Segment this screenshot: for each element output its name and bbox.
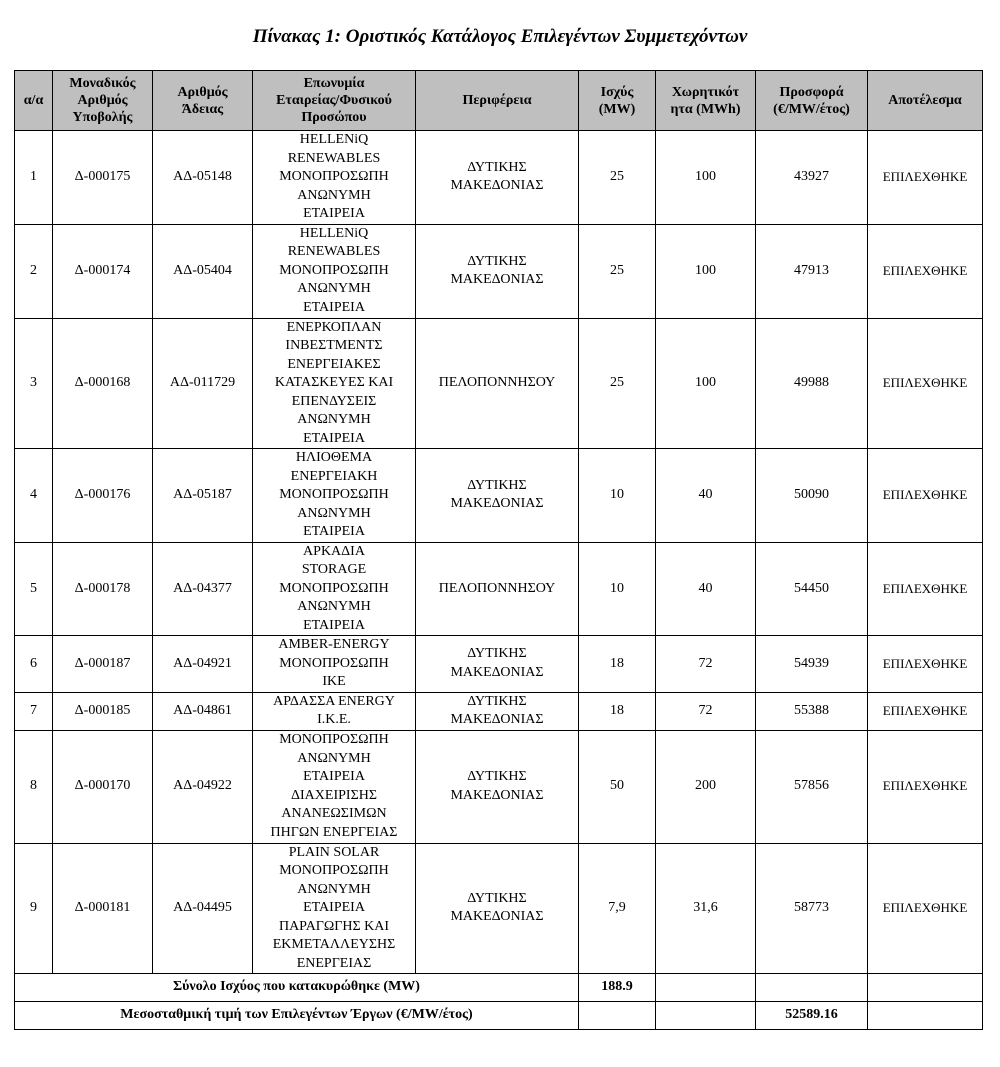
table-row (15, 692, 983, 730)
cell-submission: Δ-000181 (53, 843, 153, 974)
cell-submission: Δ-000168 (53, 318, 153, 449)
weighted-price-empty-power (579, 1002, 656, 1030)
cell-submission: Δ-000174 (53, 224, 153, 318)
header-power: Ισχύς (MW) (579, 71, 656, 131)
total-power-empty-result (868, 974, 983, 1002)
cell-region: ΔΥΤΙΚΗΣ ΜΑΚΕΔΟΝΙΑΣ (416, 843, 579, 974)
header-region: Περιφέρεια (416, 71, 579, 131)
cell-offer: 47913 (756, 224, 868, 318)
cell-company: AMBER-ENERGY ΜΟΝΟΠΡΟΣΩΠΗ ΙΚΕ (253, 636, 416, 693)
cell-company: ΜΟΝΟΠΡΟΣΩΠΗ ΑΝΩΝΥΜΗ ΕΤΑΙΡΕΙΑ ΔΙΑΧΕΙΡΙΣΗΣ ΑΝΑΝΕΩΣΙΜΩΝ ΠΗΓΩΝ ΕΝΕΡΓΕΙΑΣ (253, 730, 416, 843)
cell-company: HELLENiQ RENEWABLES ΜΟΝΟΠΡΟΣΩΠΗ ΑΝΩΝΥΜΗ ΕΤΑΙΡΕΙΑ (253, 224, 416, 318)
table-row (15, 843, 983, 974)
cell-result: ΕΠΙΛΕΧΘΗΚΕ (868, 131, 983, 225)
cell-license: ΑΔ-011729 (153, 318, 253, 449)
table-row (15, 318, 983, 449)
cell-region: ΔΥΤΙΚΗΣ ΜΑΚΕΔΟΝΙΑΣ (416, 449, 579, 543)
cell-region: ΔΥΤΙΚΗΣ ΜΑΚΕΔΟΝΙΑΣ (416, 224, 579, 318)
table-row (15, 131, 983, 225)
cell-submission: Δ-000178 (53, 542, 153, 636)
cell-submission: Δ-000170 (53, 730, 153, 843)
cell-license: ΑΔ-04377 (153, 542, 253, 636)
cell-storage: 100 (656, 318, 756, 449)
cell-region: ΔΥΤΙΚΗΣ ΜΑΚΕΔΟΝΙΑΣ (416, 692, 579, 730)
cell-power: 7,9 (579, 843, 656, 974)
cell-offer: 50090 (756, 449, 868, 543)
cell-result: ΕΠΙΛΕΧΘΗΚΕ (868, 449, 983, 543)
cell-aa: 6 (15, 636, 53, 693)
cell-region: ΔΥΤΙΚΗΣ ΜΑΚΕΔΟΝΙΑΣ (416, 636, 579, 693)
header-storage: Χωρητικότ ητα (MWh) (656, 71, 756, 131)
header-result: Αποτέλεσμα (868, 71, 983, 131)
cell-offer: 49988 (756, 318, 868, 449)
cell-aa: 2 (15, 224, 53, 318)
page-title: Πίνακας 1: Οριστικός Κατάλογος Επιλεγέντων Συμμετεχόντων (252, 26, 748, 47)
cell-submission: Δ-000176 (53, 449, 153, 543)
cell-license: ΑΔ-05187 (153, 449, 253, 543)
table-row (15, 449, 983, 543)
header-aa: α/α (15, 71, 53, 131)
selected-participants-table (14, 70, 983, 1030)
cell-result: ΕΠΙΛΕΧΘΗΚΕ (868, 542, 983, 636)
weighted-price-empty-result (868, 1002, 983, 1030)
table-row (15, 224, 983, 318)
weighted-price-value: 52589.16 (756, 1002, 868, 1030)
cell-license: ΑΔ-04495 (153, 843, 253, 974)
cell-license: ΑΔ-04861 (153, 692, 253, 730)
cell-aa: 8 (15, 730, 53, 843)
weighted-price-empty-storage (656, 1002, 756, 1030)
header-company: Επωνυμία Εταιρείας/Φυσικού Προσώπου (253, 71, 416, 131)
cell-aa: 7 (15, 692, 53, 730)
cell-storage: 200 (656, 730, 756, 843)
cell-storage: 40 (656, 542, 756, 636)
cell-storage: 100 (656, 224, 756, 318)
cell-aa: 5 (15, 542, 53, 636)
header-license: Αριθμός Άδειας (153, 71, 253, 131)
cell-offer: 43927 (756, 131, 868, 225)
cell-power: 10 (579, 542, 656, 636)
cell-result: ΕΠΙΛΕΧΘΗΚΕ (868, 636, 983, 693)
cell-power: 10 (579, 449, 656, 543)
cell-aa: 4 (15, 449, 53, 543)
cell-result: ΕΠΙΛΕΧΘΗΚΕ (868, 318, 983, 449)
cell-submission: Δ-000175 (53, 131, 153, 225)
cell-aa: 1 (15, 131, 53, 225)
cell-result: ΕΠΙΛΕΧΘΗΚΕ (868, 730, 983, 843)
cell-license: ΑΔ-05148 (153, 131, 253, 225)
table-row (15, 636, 983, 693)
total-power-label: Σύνολο Ισχύος που κατακυρώθηκε (MW) (15, 974, 579, 1002)
table-row (15, 542, 983, 636)
cell-license: ΑΔ-04921 (153, 636, 253, 693)
weighted-price-row (15, 1002, 983, 1030)
cell-power: 18 (579, 692, 656, 730)
cell-license: ΑΔ-04922 (153, 730, 253, 843)
cell-offer: 54939 (756, 636, 868, 693)
header-submission: Μοναδικός Αριθμός Υποβολής (53, 71, 153, 131)
cell-company: HELLENiQ RENEWABLES ΜΟΝΟΠΡΟΣΩΠΗ ΑΝΩΝΥΜΗ ΕΤΑΙΡΕΙΑ (253, 131, 416, 225)
cell-storage: 100 (656, 131, 756, 225)
cell-region: ΔΥΤΙΚΗΣ ΜΑΚΕΔΟΝΙΑΣ (416, 131, 579, 225)
cell-offer: 57856 (756, 730, 868, 843)
cell-storage: 72 (656, 692, 756, 730)
cell-power: 25 (579, 131, 656, 225)
cell-company: ΗΛΙΟΘΕΜΑ ΕΝΕΡΓΕΙΑΚΗ ΜΟΝΟΠΡΟΣΩΠΗ ΑΝΩΝΥΜΗ ΕΤΑΙΡΕΙΑ (253, 449, 416, 543)
weighted-price-label: Μεσοσταθμική τιμή των Επιλεγέντων Έργων (€/MW/έτος) (15, 1002, 579, 1030)
header-offer: Προσφορά (€/MW/έτος) (756, 71, 868, 131)
header-row (15, 71, 983, 131)
cell-company: ΑΡΚΑΔΙΑ STORAGE ΜΟΝΟΠΡΟΣΩΠΗ ΑΝΩΝΥΜΗ ΕΤΑΙΡΕΙΑ (253, 542, 416, 636)
cell-offer: 55388 (756, 692, 868, 730)
cell-storage: 72 (656, 636, 756, 693)
cell-submission: Δ-000185 (53, 692, 153, 730)
total-power-empty-offer (756, 974, 868, 1002)
cell-storage: 40 (656, 449, 756, 543)
cell-power: 25 (579, 318, 656, 449)
cell-power: 18 (579, 636, 656, 693)
cell-aa: 3 (15, 318, 53, 449)
cell-result: ΕΠΙΛΕΧΘΗΚΕ (868, 692, 983, 730)
cell-company: ΕΝΕΡΚΟΠΛΑΝ ΙΝΒΕΣΤΜΕΝΤΣ ΕΝΕΡΓΕΙΑΚΕΣ ΚΑΤΑΣΚΕΥΕΣ ΚΑΙ ΕΠΕΝΔΥΣΕΙΣ ΑΝΩΝΥΜΗ ΕΤΑΙΡΕΙΑ (253, 318, 416, 449)
total-power-row (15, 974, 983, 1002)
cell-power: 50 (579, 730, 656, 843)
cell-power: 25 (579, 224, 656, 318)
cell-company: PLAIN SOLAR ΜΟΝΟΠΡΟΣΩΠΗ ΑΝΩΝΥΜΗ ΕΤΑΙΡΕΙΑ ΠΑΡΑΓΩΓΗΣ ΚΑΙ ΕΚΜΕΤΑΛΛΕΥΣΗΣ ΕΝΕΡΓΕΙΑΣ (253, 843, 416, 974)
cell-submission: Δ-000187 (53, 636, 153, 693)
table-row (15, 730, 983, 843)
cell-offer: 54450 (756, 542, 868, 636)
total-power-value: 188.9 (579, 974, 656, 1002)
cell-aa: 9 (15, 843, 53, 974)
cell-company: ΑΡΔΑΣΣΑ ENERGY I.K.E. (253, 692, 416, 730)
cell-offer: 58773 (756, 843, 868, 974)
cell-result: ΕΠΙΛΕΧΘΗΚΕ (868, 843, 983, 974)
cell-result: ΕΠΙΛΕΧΘΗΚΕ (868, 224, 983, 318)
cell-region: ΠΕΛΟΠΟΝΝΗΣΟΥ (416, 318, 579, 449)
cell-region: ΠΕΛΟΠΟΝΝΗΣΟΥ (416, 542, 579, 636)
total-power-empty-storage (656, 974, 756, 1002)
cell-storage: 31,6 (656, 843, 756, 974)
cell-license: ΑΔ-05404 (153, 224, 253, 318)
cell-region: ΔΥΤΙΚΗΣ ΜΑΚΕΔΟΝΙΑΣ (416, 730, 579, 843)
